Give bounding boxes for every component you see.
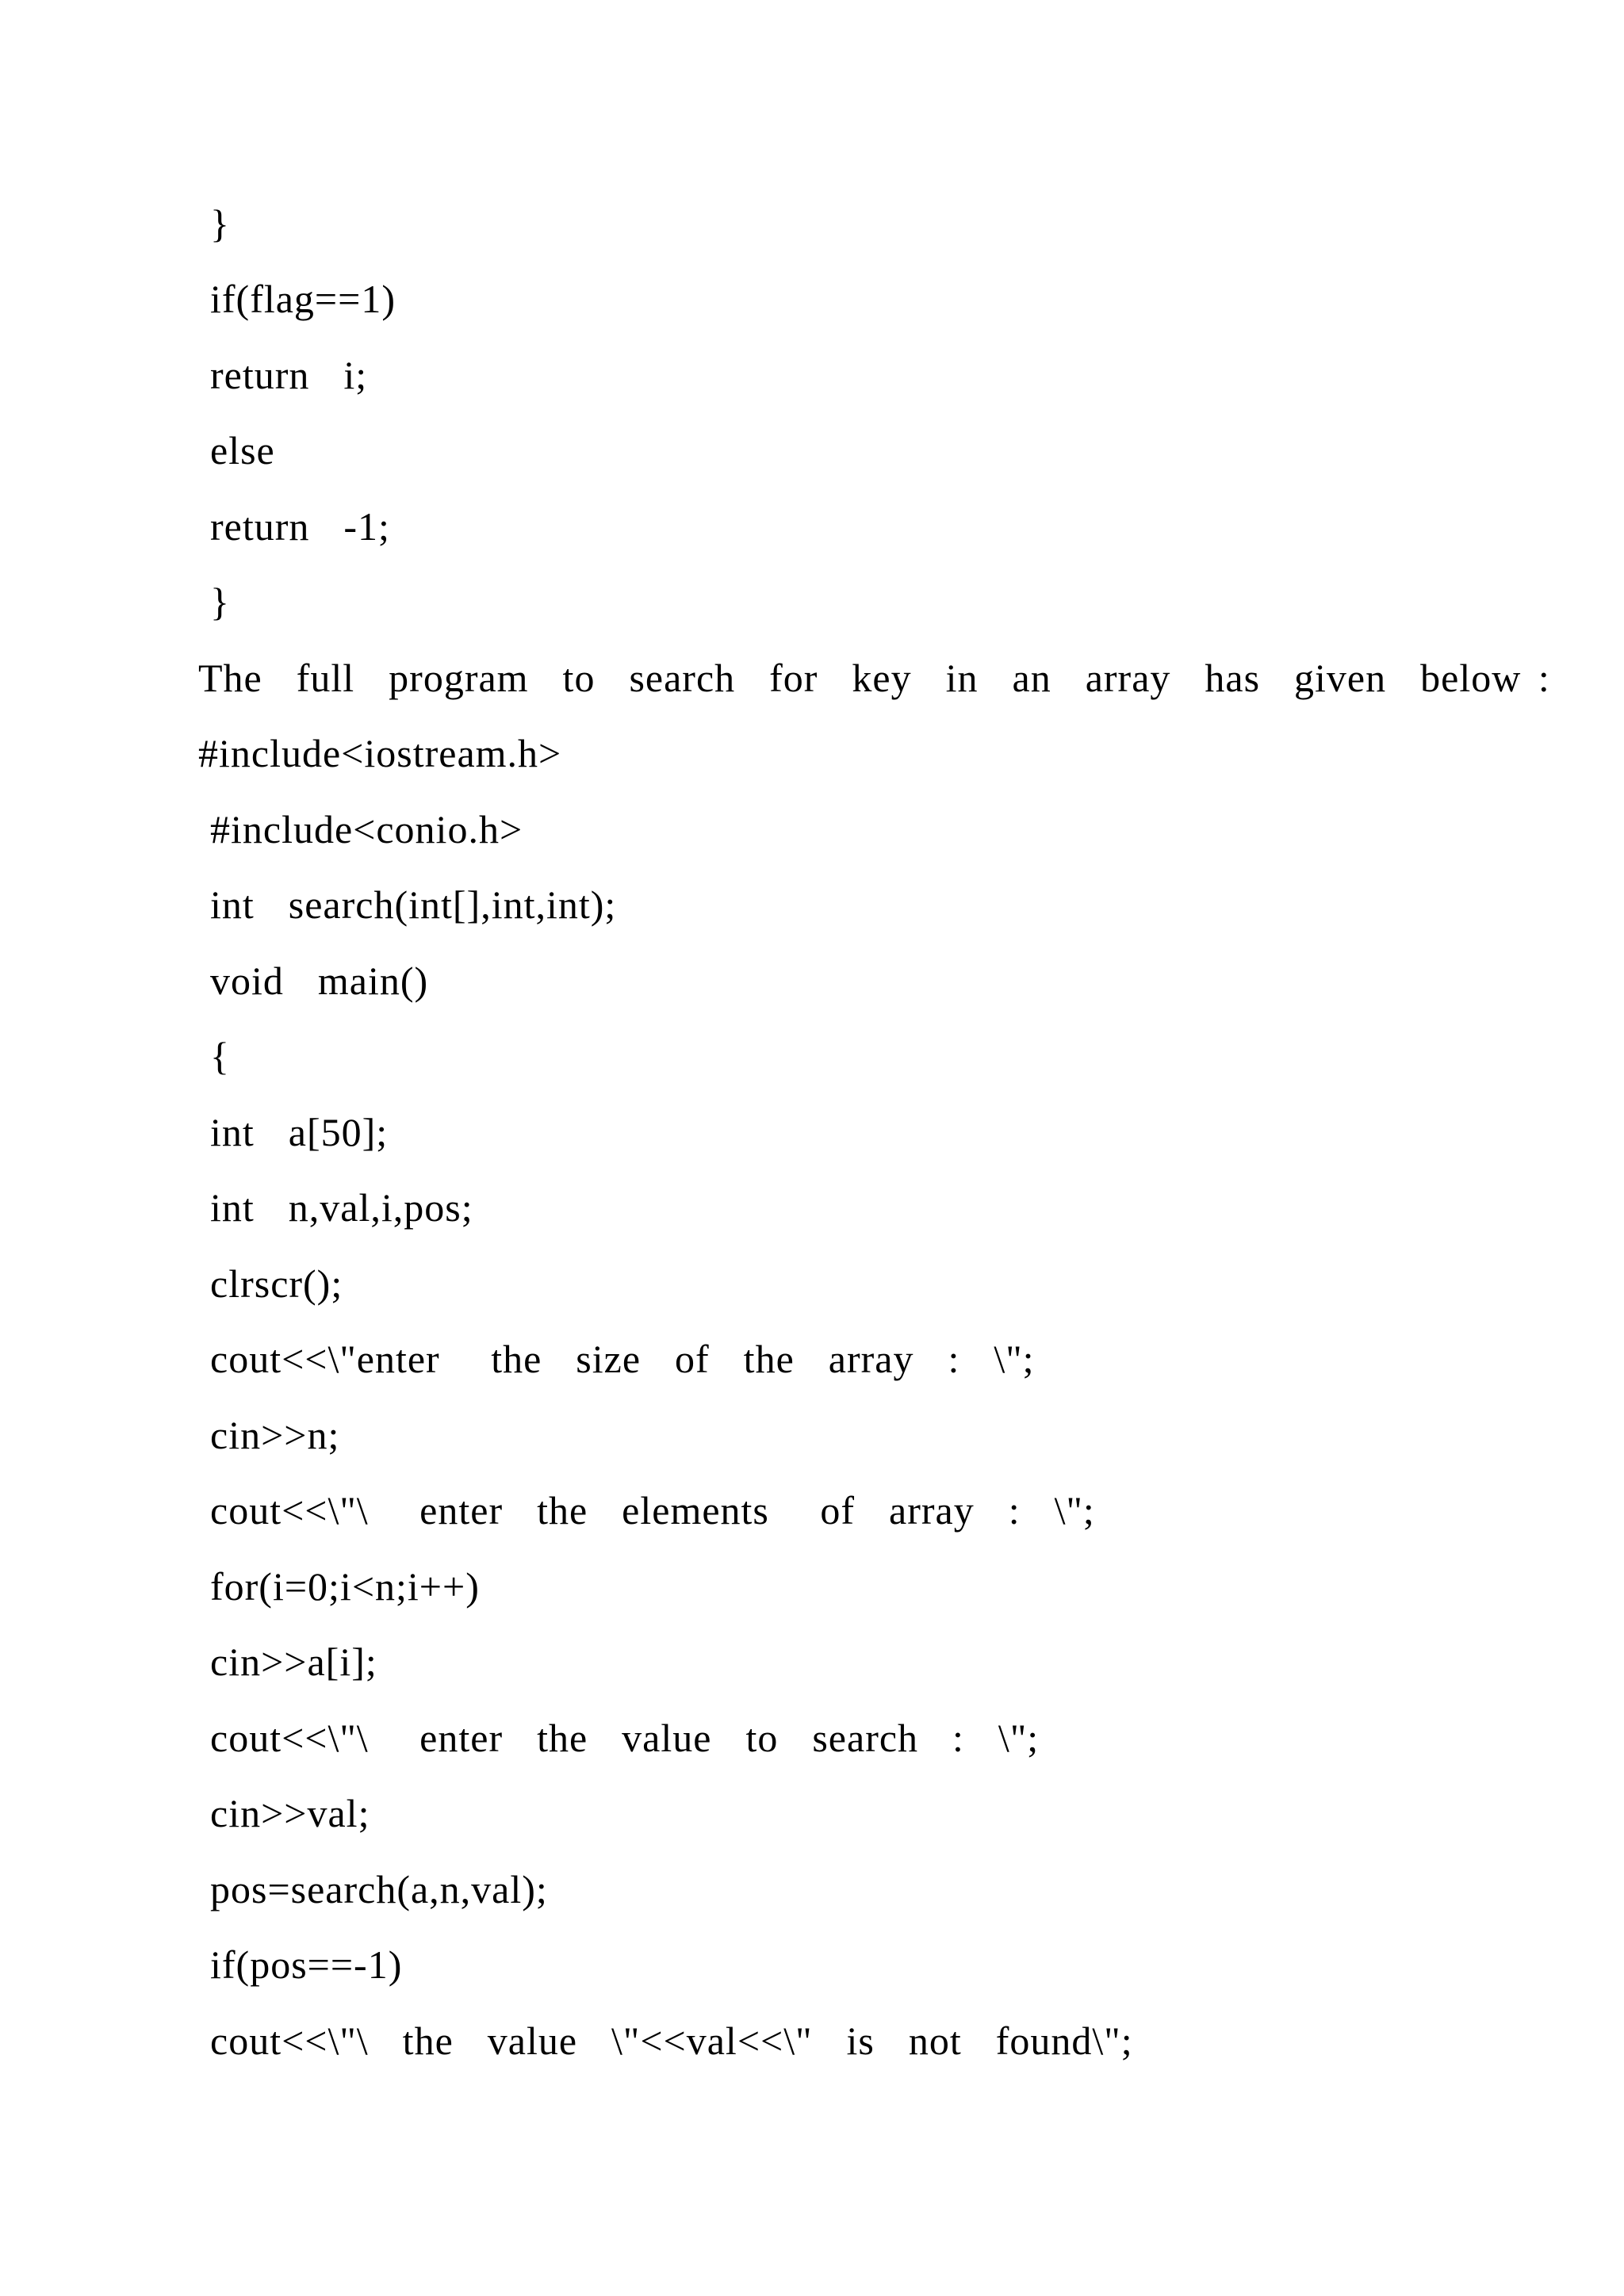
code-line-5: return -1; (210, 504, 390, 549)
code-line-8: #include<conio.h> (210, 807, 523, 851)
code-line-11: { (210, 1034, 230, 1078)
code-line-17: cout<<\"\ enter the elements of array : \"; (210, 1488, 1095, 1533)
prose-line: The full program to search for key in an array has given below : (198, 656, 1550, 700)
code-line-24: cout<<\"\ the value \"<<val<<\" is not found\"; (210, 2019, 1133, 2063)
code-line-1: } (210, 201, 230, 246)
code-line-12: int a[50]; (210, 1110, 389, 1154)
code-line-9: int search(int[],int,int); (210, 882, 617, 927)
code-line-19: cin>>a[i]; (210, 1640, 377, 1684)
code-line-16: cin>>n; (210, 1413, 340, 1457)
code-line-3: return i; (210, 353, 368, 397)
code-line-7: #include<iostream.h> (198, 731, 562, 775)
code-line-15: cout<<\"enter the size of the array : \"; (210, 1337, 1035, 1381)
code-line-22: pos=search(a,n,val); (210, 1867, 548, 1911)
code-line-21: cin>>val; (210, 1791, 370, 1835)
code-line-10: void main() (210, 959, 429, 1003)
code-line-14: clrscr(); (210, 1261, 343, 1306)
code-line-6: } (210, 580, 230, 624)
code-line-4: else (210, 428, 275, 473)
code-line-20: cout<<\"\ enter the value to search : \"; (210, 1716, 1040, 1760)
code-line-2: if(flag==1) (210, 277, 396, 321)
code-line-23: if(pos==-1) (210, 1942, 403, 1987)
code-line-18: for(i=0;i<n;i++) (210, 1564, 480, 1609)
code-line-13: int n,val,i,pos; (210, 1185, 473, 1230)
